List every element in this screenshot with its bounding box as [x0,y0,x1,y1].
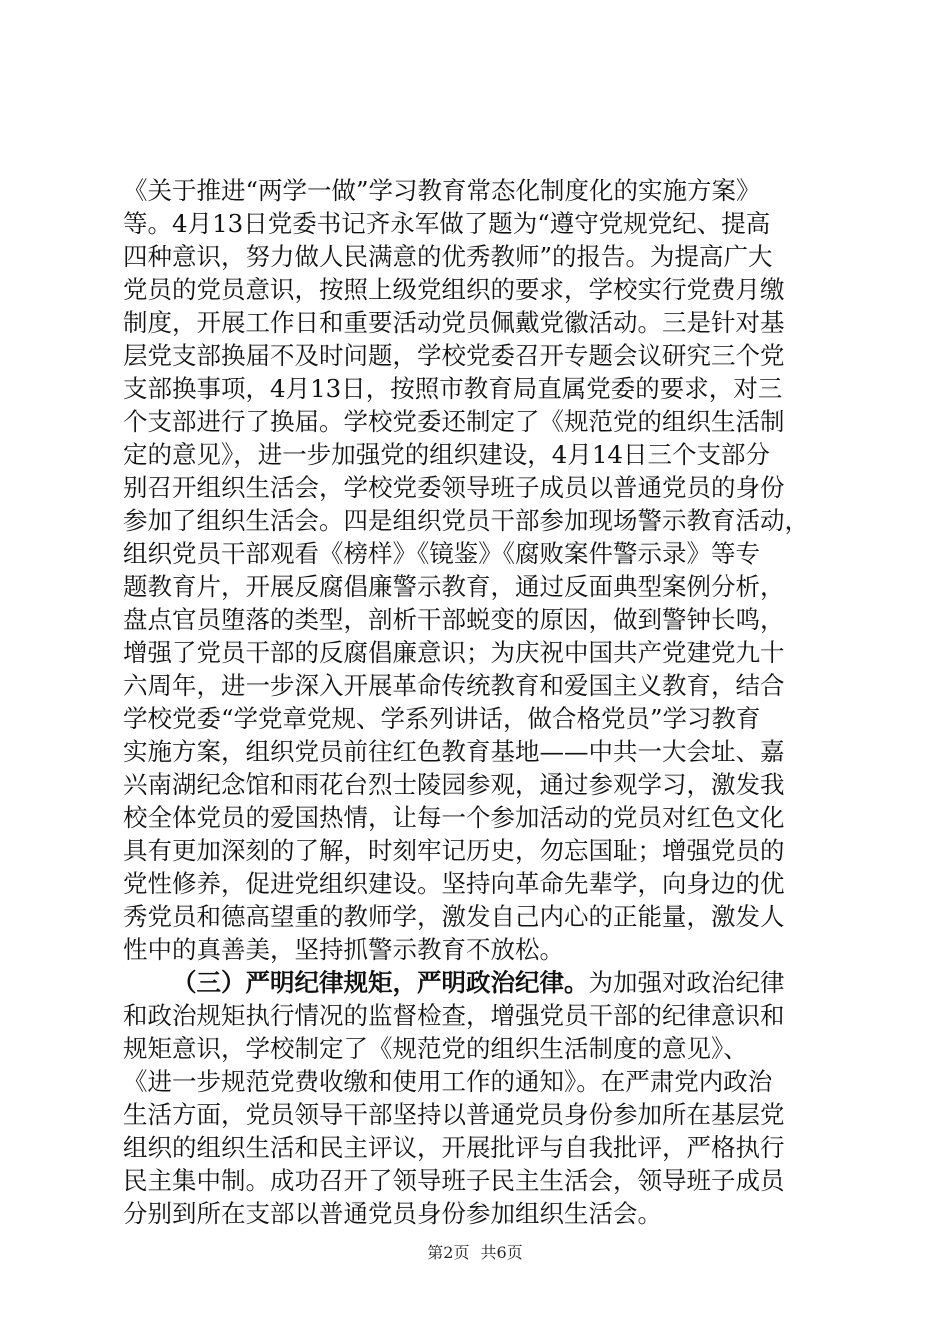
document-body [123,174,837,1230]
text-line: 具有更加深刻的了解，时刻牢记历史，勿忘国耻；增强党员的 [123,836,785,865]
text-line: 党性修养，促进党组织建设。坚持向革命先辈学，向身边的优 [123,869,785,898]
text-line: 盘点官员堕落的类型，剖析干部蜕变的原因，做到警钟长鸣， [123,605,785,634]
text-line: 组织的组织生活和民主评议，开展批评与自我批评，严格执行 [123,1133,785,1162]
text-line: 别召开组织生活会，学校党委领导班子成员以普通党员的身份 [123,473,785,502]
text-line: 个支部进行了换届。学校党委还制定了《规范党的组织生活制 [123,407,785,436]
paragraph-1 [123,174,837,966]
text-line: 生活方面，党员领导干部坚持以普通党员身份参加所在基层党 [123,1100,785,1129]
text-line: 和政治规矩执行情况的监督检查，增强党员干部的纪律意识和 [123,1001,785,1030]
text-line: 参加了组织生活会。四是组织党员干部参加现场警示教育活动， [123,506,809,535]
page-footer [0,1243,950,1263]
text-line: 定的意见》，进一步加强党的组织建设，4月14日三个支部分 [123,440,771,469]
text-line: 支部换事项，4月13日，按照市教育局直属党委的要求，对三 [123,374,783,403]
text-line: 实施方案，组织党员前往红色教育基地——中共一大会址、嘉 [123,737,785,766]
text-line: 等。4月13日党委书记齐永军做了题为“遵守党规党纪、提高 [123,209,771,238]
text-line: 党员的党员意识，按照上级党组织的要求，学校实行党费月缴 [123,275,785,304]
section-heading: （三）严明纪律规矩，严明政治纪律。 [172,968,589,997]
text-line: 分别到所在支部以普通党员身份参加组织生活会。 [123,1199,662,1228]
page-number-total: 共6页 [480,1243,523,1262]
text-line [123,966,837,999]
text-line: 兴南湖纪念馆和雨花台烈士陵园参观，通过参观学习，激发我 [123,770,785,799]
text-line: 题教育片，开展反腐倡廉警示教育，通过反面典型案例分析， [123,572,785,601]
paragraph-2 [123,966,837,1230]
text-line: 《进一步规范党费收缴和使用工作的通知》。在严肃党内政治 [123,1067,773,1096]
text-line: 规矩意识，学校制定了《规范党的组织生活制度的意见》、 [123,1034,748,1063]
text-line: 民主集中制。成功召开了领导班子民主生活会，领导班子成员 [123,1166,785,1195]
page-number-current: 第2页 [427,1243,470,1262]
text-line: 《关于推进“两学一做”学习教育常态化制度化的实施方案》 [123,176,761,205]
section-heading-continuation: 为加强对政治纪律 [588,968,785,997]
text-line: 增强了党员干部的反腐倡廉意识；为庆祝中国共产党建党九十 [123,638,785,667]
text-line: 六周年，进一步深入开展革命传统教育和爱国主义教育，结合 [123,671,785,700]
text-line: 四种意识，努力做人民满意的优秀教师”的报告。为提高广大 [123,242,773,271]
text-line: 层党支部换届不及时问题，学校党委召开专题会议研究三个党 [123,341,785,370]
text-line: 学校党委“学党章党规、学系列讲话，做合格党员”学习教育 [123,704,761,733]
text-line: 组织党员干部观看《榜样》《镜鉴》《腐败案件警示录》等专 [123,539,760,568]
text-line: 性中的真善美，坚持抓警示教育不放松。 [123,935,564,964]
text-line: 制度，开展工作日和重要活动党员佩戴党徽活动。三是针对基 [123,308,785,337]
text-line: 校全体党员的爱国热情，让每一个参加活动的党员对红色文化 [123,803,785,832]
text-line: 秀党员和德高望重的教师学，激发自己内心的正能量，激发人 [123,902,785,931]
